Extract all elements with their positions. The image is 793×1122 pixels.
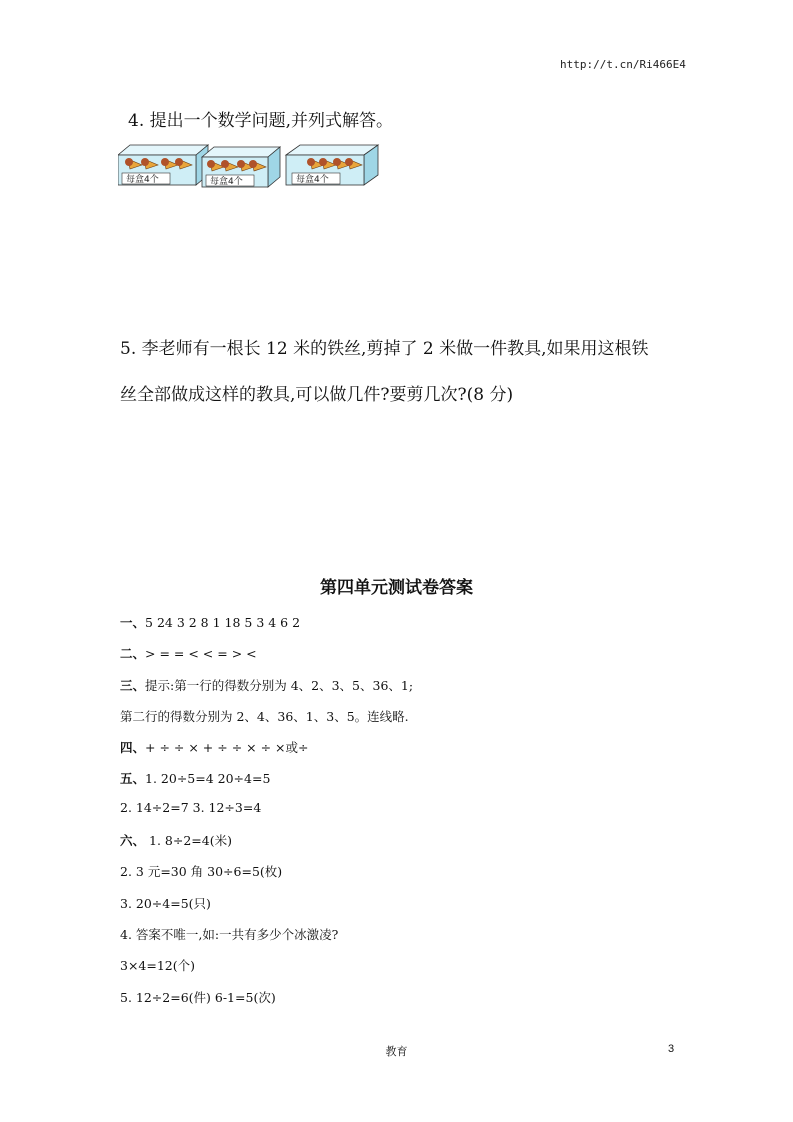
answer-text: 2. 3 元=30 角 30÷6=5(枚) bbox=[120, 864, 283, 879]
answer-line bbox=[120, 738, 309, 756]
answer-line bbox=[120, 613, 300, 631]
answer-line bbox=[120, 800, 261, 815]
answer-text: 4. 答案不唯一,如:一共有多少个冰激凌? bbox=[120, 927, 339, 942]
answer-line bbox=[120, 894, 211, 912]
answer-lead: 六、 bbox=[120, 833, 146, 848]
answer-lead: 二、 bbox=[120, 646, 146, 661]
answer-line bbox=[120, 862, 282, 880]
answer-line bbox=[120, 676, 413, 694]
answer-text: 5 24 3 2 8 1 18 5 3 4 6 2 bbox=[145, 615, 301, 630]
answer-line bbox=[120, 925, 338, 943]
question-5-line-2: 丝全部做成这样的教具,可以做几件?要剪几次?(8 分) bbox=[120, 385, 514, 405]
ice-cream-box bbox=[286, 145, 378, 185]
answer-lead: 四、 bbox=[120, 740, 146, 755]
answer-text: + ÷ ÷ × + ÷ ÷ × ÷ ×或÷ bbox=[145, 740, 309, 755]
answer-line bbox=[120, 769, 270, 787]
answer-text: 5. 12÷2=6(件) 6-1=5(次) bbox=[120, 990, 276, 1005]
answer-lead: 三、 bbox=[120, 678, 146, 693]
question-5-line-1: 5. 李老师有一根长 12 米的铁丝,剪掉了 2 米做一件教具,如果用这根铁 bbox=[120, 339, 649, 359]
answers-title: 第四单元测试卷答案 bbox=[320, 578, 473, 598]
answer-text: 3. 20÷4=5(只) bbox=[120, 896, 211, 911]
box-label: 每盒4个 bbox=[126, 175, 159, 185]
answer-text: 1. 20÷5=4 20÷4=5 bbox=[145, 771, 271, 786]
ice-cream-box bbox=[118, 145, 208, 185]
answer-text: 2. 14÷2=7 3. 12÷3=4 bbox=[120, 800, 262, 815]
ice-cream-box bbox=[202, 147, 280, 187]
box-label: 每盒4个 bbox=[210, 177, 243, 187]
answer-lead: 五、 bbox=[120, 771, 146, 786]
answer-line bbox=[120, 831, 232, 849]
page-number: 3 bbox=[668, 1043, 675, 1055]
answer-lead: 一、 bbox=[120, 615, 146, 630]
answer-line bbox=[120, 707, 409, 725]
answer-line bbox=[120, 988, 276, 1006]
source-url: http://t.cn/Ri466E4 bbox=[560, 58, 686, 71]
ice-cream-boxes-illustration bbox=[118, 143, 383, 191]
answer-text: 提示:第一行的得数分别为 4、2、3、5、36、1; bbox=[145, 678, 414, 693]
box-label: 每盒4个 bbox=[296, 175, 329, 185]
footer-text: 教育 bbox=[385, 1045, 408, 1058]
answer-text: 1. 8÷2=4(米) bbox=[145, 833, 232, 848]
answer-line bbox=[120, 956, 195, 974]
answer-text: 第二行的得数分别为 2、4、36、1、3、5。连线略. bbox=[120, 709, 409, 724]
answer-text: 3×4=12(个) bbox=[120, 958, 196, 973]
answer-line bbox=[120, 644, 257, 662]
question-4: 4. 提出一个数学问题,并列式解答。 bbox=[128, 111, 394, 131]
answer-text: > = = < < = > < bbox=[145, 646, 257, 661]
